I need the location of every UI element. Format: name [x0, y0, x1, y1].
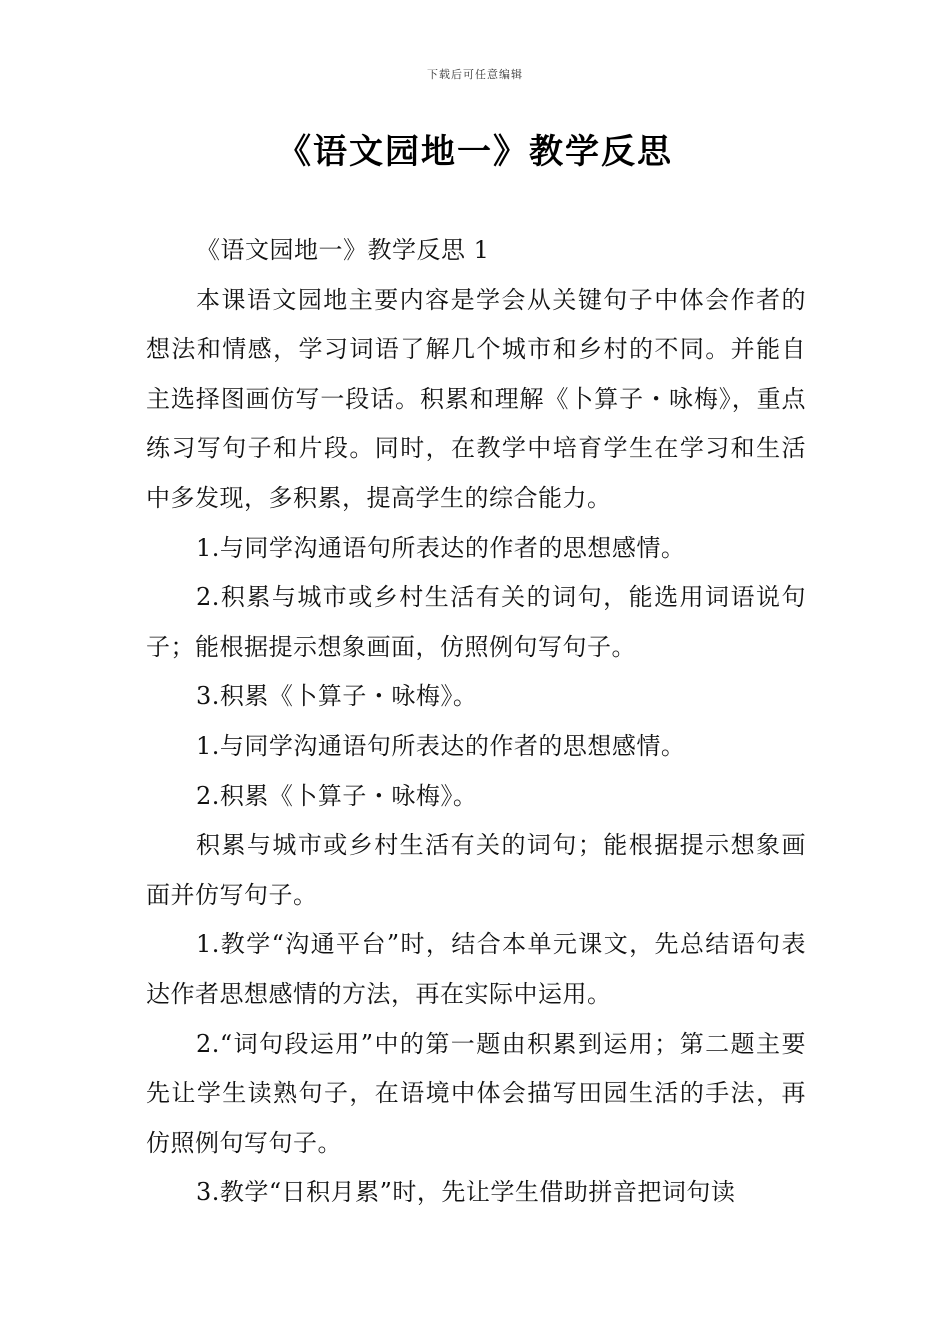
header-note: 下载后可任意编辑 — [427, 68, 523, 81]
list-item: 2.积累与城市或乡村生活有关的词句，能选用词语说句子；能根据提示想象画面，仿照例句写句子。 — [146, 583, 806, 661]
list-item: 1.与同学沟通语句所表达的作者的思想感情。 — [196, 731, 686, 760]
section-heading: 《语文园地一》教学反思 1 — [196, 236, 490, 264]
list-item: 1.教学“沟通平台”时，结合本单元课文，先总结语句表达作者思想感情的方法，再在实际中运用。 — [146, 930, 806, 1008]
list-item: 2.积累《卜算子・咏梅》。 — [196, 781, 478, 810]
list-item: 3.积累《卜算子・咏梅》。 — [196, 682, 478, 711]
list-item: 2.“词句段运用”中的第一题由积累到运用；第二题主要先让学生读熟句子，在语境中体会描写田园生活的手法，再仿照例句写句子。 — [146, 1029, 806, 1157]
paragraph: 本课语文园地主要内容是学会从关键句子中体会作者的想法和情感，学习词语了解几个城市和乡村的不同。并能自主选择图画仿写一段话。积累和理解《卜算子・咏梅》，重点练习写句子和片段。同时，在教学中培育学生在学习和生活中多发现，多积累，提高学生的综合能力。 — [146, 285, 806, 512]
paragraph: 积累与城市或乡村生活有关的词句；能根据提示想象画面并仿写句子。 — [146, 831, 806, 909]
document-body — [146, 226, 806, 1218]
list-item: 1.与同学沟通语句所表达的作者的思想感情。 — [196, 533, 686, 562]
document-title: 《语文园地一》教学反思 — [277, 132, 673, 172]
list-item: 3.教学“日积月累”时，先让学生借助拼音把词句读 — [196, 1178, 736, 1207]
